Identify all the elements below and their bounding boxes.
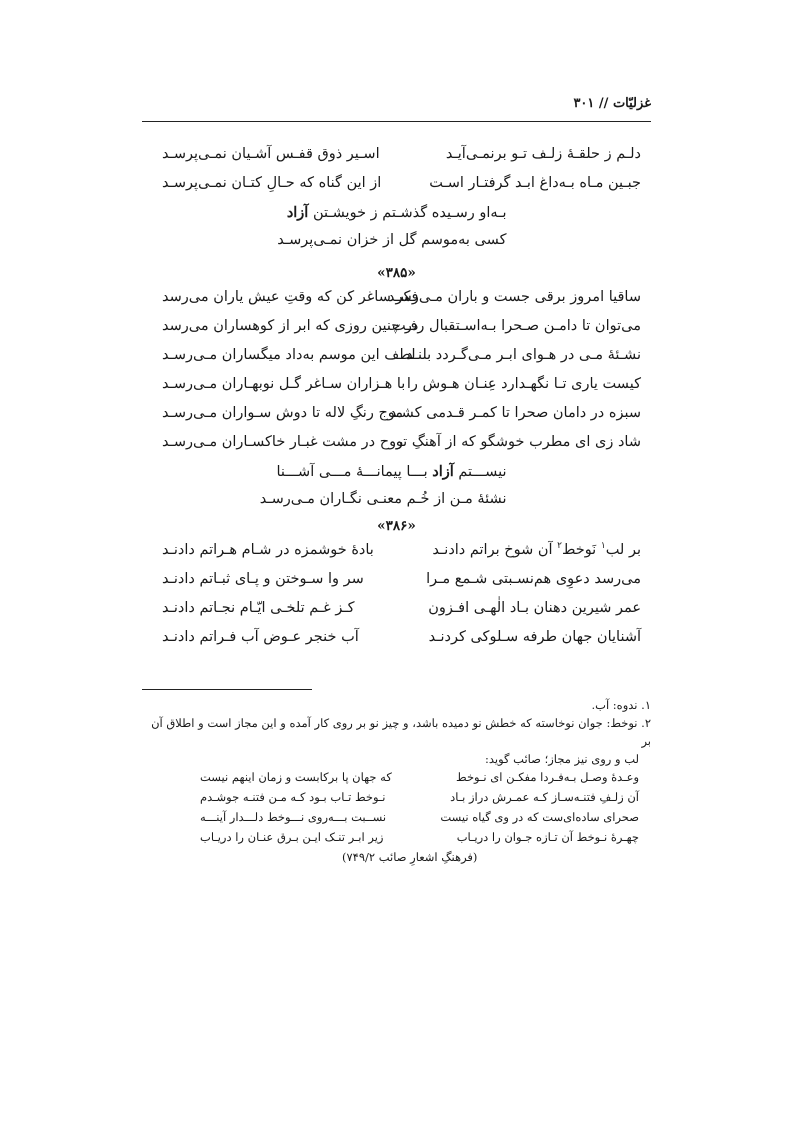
couplet — [142, 405, 651, 434]
couplet — [142, 347, 651, 376]
hemistich-left: روح در مشت غبـار خاکسـاران مـی‌رسـد — [162, 434, 404, 450]
hemistich-left: زیر ابـر تنـک ایـن بـرق عنـان را دریـاب — [200, 830, 384, 844]
hemistich-left: نســبت بـــه‌روی نـــوخط دلـــدار آینـــه — [200, 810, 387, 824]
hemistich-left: آب خنجر عـوض آب فـراتم دادنـد — [162, 629, 359, 645]
footnote-rule — [142, 689, 312, 690]
hemistich-left: در چنین روزی که ابر از کوهساران می‌رسد — [162, 318, 419, 334]
header-rule — [142, 121, 651, 122]
footnotes — [142, 696, 651, 868]
hemistich-left: بادهٔ خوشمزه در شـام هـراتم دادنـد — [162, 542, 374, 558]
hemistich-left: فکر ساغر کن که وقتِ عیش یاران می‌رسد — [162, 289, 419, 305]
couplet — [142, 571, 651, 600]
hemistich-left: لطف این موسم به‌داد میگساران مـی‌رسـد — [162, 347, 416, 363]
footnote-2: ۲. نوخط: جوان نوخاسته که خطش نو دمیده باشد، و چیز نو بر روی کار آمده و این مجاز است و اطلاق آن بر — [151, 716, 651, 748]
couplet — [142, 146, 651, 175]
couplet — [142, 376, 651, 405]
hemistich-left: کـز غـم تلخـی ایّـام نجـاتم دادنـد — [162, 600, 355, 616]
ghazal-385 — [142, 265, 651, 519]
hemistich-left: موج رنگِ لاله تا دوش سـواران مـی‌رسـد — [162, 405, 404, 421]
hemistich-right: صحرای ساده‌ای‌ست که در وی گیاه نیست — [440, 810, 639, 824]
footnote-marker-1[interactable]: ۱ — [600, 541, 606, 552]
footnote-1: ۱. ندوه: آب. — [591, 698, 651, 712]
ghazal-number: «۳۸۶» — [377, 518, 416, 534]
hemistich-left: نـوخط تـاب بـود کـه مـن فتنـه جوشـدم — [200, 790, 386, 804]
hemistich-right: سبزه در دامان صحرا تا کمـر قـدمی کشـد — [389, 405, 641, 421]
closing-couplet-line — [142, 491, 651, 519]
footnote-couplet — [142, 810, 651, 830]
footnote-poem — [142, 770, 651, 868]
continued-ghazal — [142, 146, 651, 260]
hemistich-left: سر وا سـوختن و پـای ثبـاتم دادنـد — [162, 571, 364, 587]
couplet — [142, 175, 651, 204]
hemistich-right: آن زلـفِ فتنـه‌سـاز کـه عمـرش دراز بـاد — [450, 790, 639, 804]
footnote-source — [142, 850, 651, 868]
couplet — [142, 542, 651, 571]
hemistich-right: چهـرهٔ نـوخط آن تـازه جـوان را دریـاب — [456, 830, 639, 844]
hemistich-left: با هـزاران سـاغر گـل نوبهـاران مـی‌رسـد — [162, 376, 406, 392]
hemistich-right: می‌رسد دعوِی هم‌نسـبتی شـمع مـرا — [426, 571, 641, 587]
hemistich-left: که جهان پا برکابست و زمان اینهم نیست — [200, 770, 392, 784]
hemistich-right: می‌توان تا دامـن صـحرا بـه‌اسـتقبال رفـت — [392, 318, 641, 334]
closing-line-2: کسی به‌موسم گل از خزان نمـی‌پرسـد — [277, 232, 507, 248]
source-citation: (فرهنگِ اشعارِ صائب ۷۴۹/۲) — [342, 850, 478, 864]
ghazal-number: «۳۸۵» — [377, 265, 416, 281]
hemistich-right: آشنایان جهان طرفه سـلوکی کردنـد — [428, 629, 641, 645]
closing-couplet-line — [142, 204, 651, 232]
footnote-marker-2[interactable]: ۲ — [557, 541, 562, 552]
footnote-2-continued: لب و روی نیز مجاز؛ صائب گوید: — [485, 752, 639, 766]
poet-name: آزاد — [286, 204, 309, 221]
hemistich-right: ساقیا امروز برقی جست و باران مـی‌رسـد — [387, 289, 641, 305]
hemistich-right: جبـین مـاه بـه‌داغ ابـد گرفتـار اسـت — [429, 175, 641, 191]
couplet — [142, 600, 651, 629]
couplet — [142, 318, 651, 347]
closing-line-1: بـه‌او رسـیده گذشـتم ز خویشـتن آزاد — [286, 204, 507, 221]
footnote-couplet — [142, 830, 651, 850]
closing-couplet-line — [142, 463, 651, 491]
hemistich-left: اسـیر ذوق قفـس آشـیان نمـی‌پرسـد — [162, 146, 380, 162]
ghazal-386 — [142, 518, 651, 658]
closing-line-2: نشئهٔ مـن از خُـم معنـی نگـاران مـی‌رسـد — [259, 491, 507, 507]
running-head: غزلیّات // ۳۰۱ — [573, 96, 651, 111]
hemistich-right: شاد زی ای مطرب خوشگو که از آهنگِ تو — [395, 434, 641, 450]
hemistich-right: بر لب$^۱$ نَوخط$^۲$ آن شوخ براتم دادنـد — [432, 541, 641, 558]
couplet — [142, 289, 651, 318]
hemistich-right: کیست یاری تـا نگهـدارد عِنـان هـوش را — [406, 376, 641, 392]
hemistich-right: دلـم ز حلقـهٔ زلـف تـو برنمـی‌آیـد — [445, 146, 641, 162]
hemistich-left: از این گناه که حـالِ کتـان نمـی‌پرسـد — [162, 175, 382, 191]
hemistich-right: نشـئهٔ مـی در هـوای ابـر مـی‌گـردد بلنـد — [406, 347, 641, 363]
closing-couplet-line — [142, 232, 651, 260]
footnote-couplet — [142, 770, 651, 790]
couplet — [142, 434, 651, 463]
hemistich-right: عمر شیرین دهنان بـاد الٰهـی افـزون — [428, 600, 641, 616]
footnote-couplet — [142, 790, 651, 810]
hemistich-right: وعـدهٔ وصـل بـه‌فـردا مفکـن ای نـوخط — [456, 770, 639, 784]
poet-name: آزاد — [432, 463, 454, 480]
couplet — [142, 629, 651, 658]
closing-line-1: نیســـتم آزاد بـــا پیمانـــهٔ مـــی آشـــنا — [276, 463, 507, 480]
